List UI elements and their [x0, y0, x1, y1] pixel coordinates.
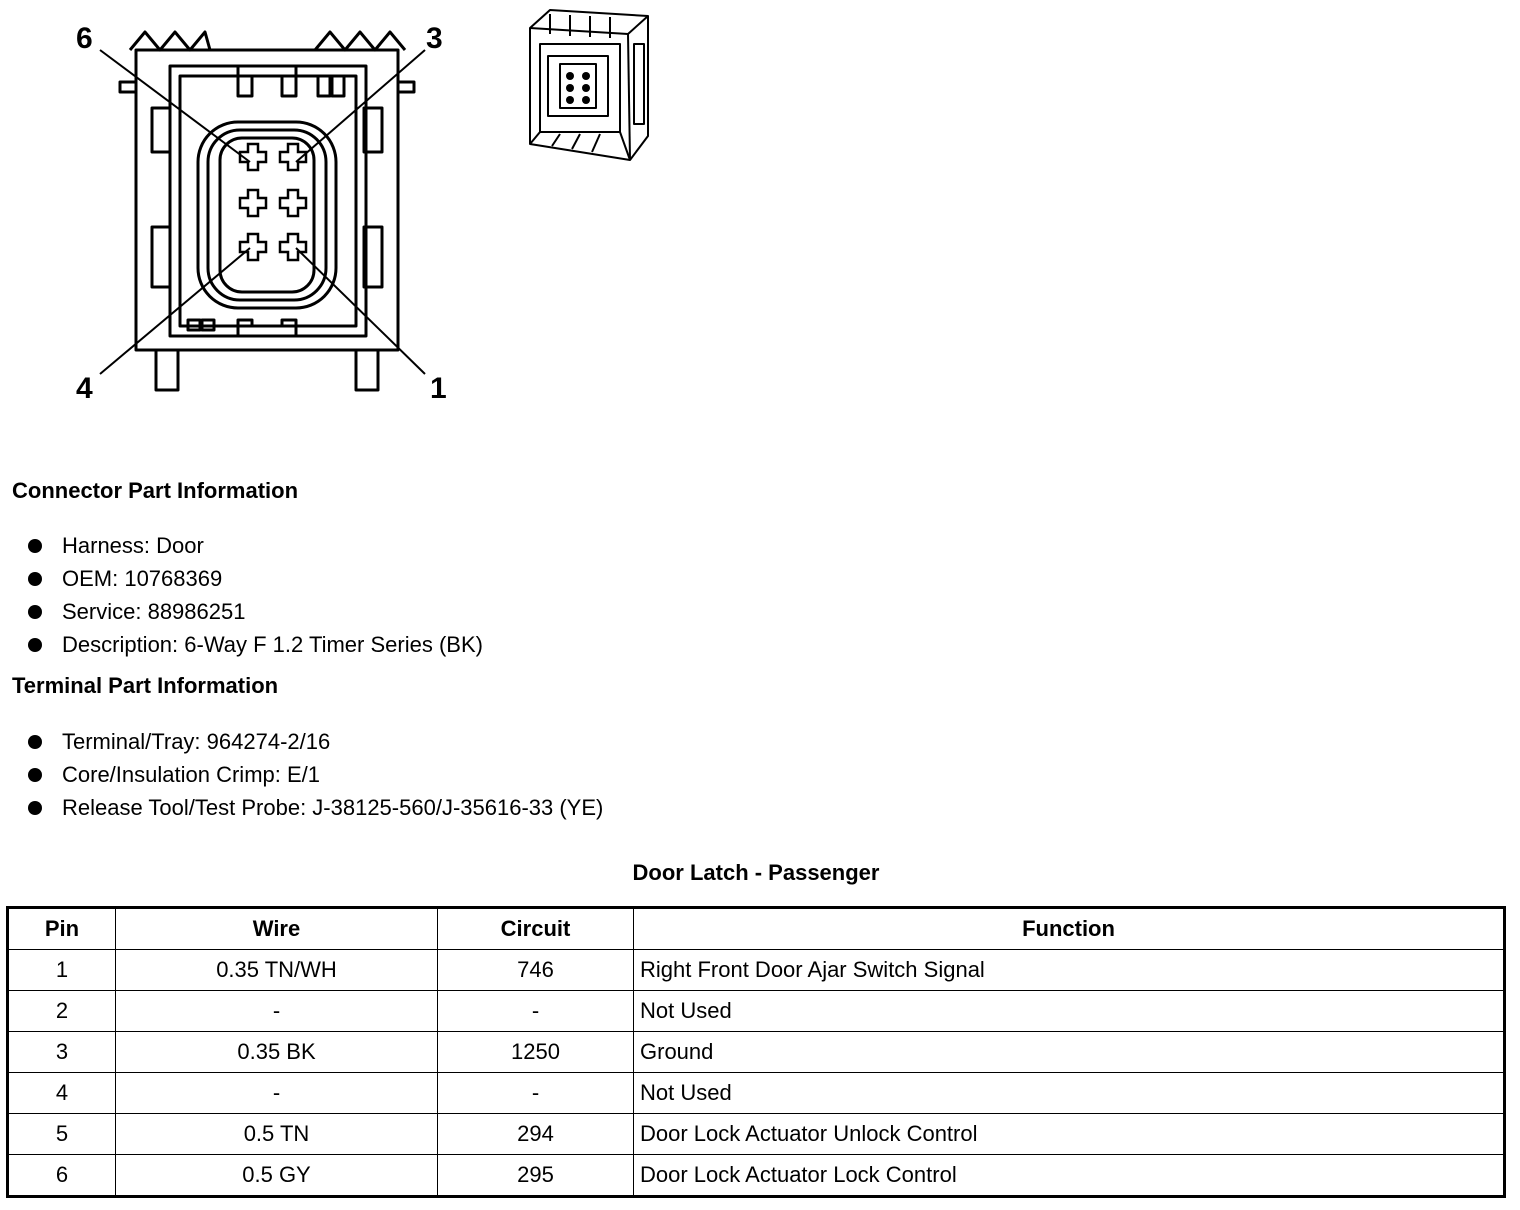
cavity-2 [280, 190, 306, 216]
pin-cell: 6 [8, 1155, 116, 1197]
bullet-icon [28, 735, 42, 749]
circuit-cell: 746 [438, 950, 634, 991]
list-item: Description: 6-Way F 1.2 Timer Series (BK) [28, 628, 483, 661]
function-cell: Door Lock Actuator Unlock Control [634, 1114, 1505, 1155]
terminal-info-list [28, 725, 603, 824]
terminal-info-title: Terminal Part Information [12, 673, 279, 698]
bullet-icon [28, 638, 42, 652]
function-cell: Ground [634, 1032, 1505, 1073]
list-item: Service: 88986251 [28, 595, 483, 628]
wire-cell: 0.5 GY [116, 1155, 438, 1197]
function-cell: Not Used [634, 1073, 1505, 1114]
cavity-1 [280, 234, 306, 260]
connector-info-list [28, 529, 483, 661]
wire-cell: - [116, 1073, 438, 1114]
circuit-cell: - [438, 1073, 634, 1114]
pin-cell: 1 [8, 950, 116, 991]
bullet-icon [28, 572, 42, 586]
wire-cell: - [116, 991, 438, 1032]
column-header-pin: Pin [8, 908, 116, 950]
bullet-icon [28, 801, 42, 815]
function-cell: Right Front Door Ajar Switch Signal [634, 950, 1505, 991]
table-row [8, 950, 1505, 991]
function-cell: Door Lock Actuator Lock Control [634, 1155, 1505, 1197]
connector-info-title: Connector Part Information [12, 478, 299, 503]
list-item: Release Tool/Test Probe: J-38125-560/J-35616-33 (YE) [28, 791, 603, 824]
list-item: Harness: Door [28, 529, 483, 562]
circuit-cell: 1250 [438, 1032, 634, 1073]
pin-label-6: 6 [76, 22, 93, 55]
pin-cell: 2 [8, 991, 116, 1032]
list-item: Terminal/Tray: 964274-2/16 [28, 725, 603, 758]
circuit-cell: 294 [438, 1114, 634, 1155]
connector-thumbnail [520, 4, 670, 169]
function-cell: Not Used [634, 991, 1505, 1032]
list-item: Core/Insulation Crimp: E/1 [28, 758, 603, 791]
cavity-4 [240, 234, 266, 260]
table-title: Door Latch - Passenger [632, 860, 880, 885]
pin-cell: 5 [8, 1114, 116, 1155]
table-header-row [8, 908, 1505, 950]
pin-label-4: 4 [76, 372, 93, 405]
bullet-icon [28, 768, 42, 782]
cavity-5 [240, 190, 266, 216]
circuit-cell: - [438, 991, 634, 1032]
bullet-icon [28, 539, 42, 553]
column-header-wire: Wire [116, 908, 438, 950]
table-row [8, 1114, 1505, 1155]
table-row [8, 991, 1505, 1032]
table-row [8, 1073, 1505, 1114]
pinout-table [6, 906, 1506, 1198]
connector-face-diagram [60, 12, 460, 412]
table-row [8, 1155, 1505, 1197]
pin-cell: 3 [8, 1032, 116, 1073]
wire-cell: 0.35 BK [116, 1032, 438, 1073]
column-header-function: Function [634, 908, 1505, 950]
circuit-cell: 295 [438, 1155, 634, 1197]
table-row [8, 1032, 1505, 1073]
wire-cell: 0.35 TN/WH [116, 950, 438, 991]
wire-cell: 0.5 TN [116, 1114, 438, 1155]
pin-label-3: 3 [426, 22, 443, 55]
list-item: OEM: 10768369 [28, 562, 483, 595]
column-header-circuit: Circuit [438, 908, 634, 950]
pin-label-1: 1 [430, 372, 447, 405]
pin-cell: 4 [8, 1073, 116, 1114]
bullet-icon [28, 605, 42, 619]
